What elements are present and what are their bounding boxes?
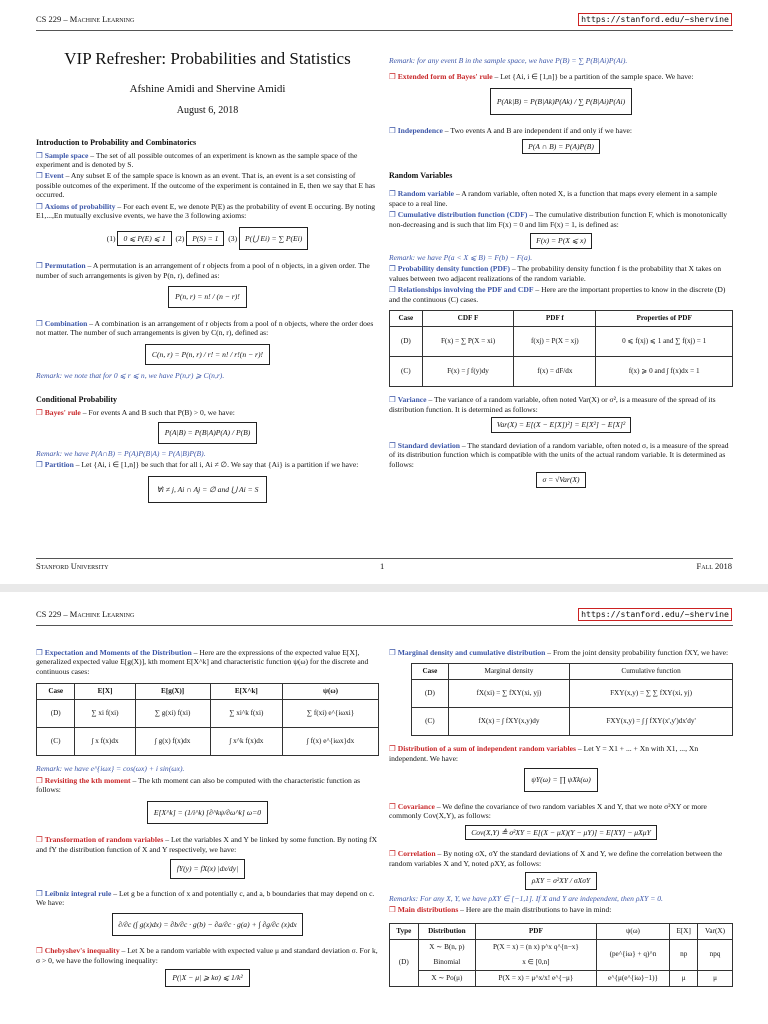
comb-formula: C(n, r) = P(n, r) / r! = n! / r!(n − r)!: [145, 344, 270, 365]
transformation-formula: fY(y) = fX(x) |dx/dy|: [170, 859, 245, 878]
para-independence: ❒ Independence – Two events A and B are independent if and only if we have:: [389, 126, 632, 136]
page1-left-column: [36, 48, 379, 509]
table2-header: E[g(X)]: [135, 684, 210, 700]
table-cell: X ∼ Po(μ): [418, 970, 476, 986]
axioms-formulas: (1) 0 ⩽ P(E) ⩽ 1 (2) P(S) = 1 (3) P(⋃ Ei) = ∑ P(Ei): [36, 227, 379, 250]
para-permutation: ❒ Permutation – A permutation is an arrangement of r objects from a pool of n objects, in a given order. The number of such arrangements is given by P(n, r), defined as:: [36, 261, 370, 280]
para-cdf: ❒ Cumulative distribution function (CDF) – The cumulative distribution function F, which is monotonically non-decreasing and is such that lim F(x) = 0 and lim F(x) = 1, is defined as:: [389, 210, 728, 229]
table-cell: Binomial: [418, 955, 476, 971]
table-row: [390, 970, 733, 986]
para-variance: ❒ Variance – The variance of a random variable, often noted Var(X) or σ², is a measure of the spread of its distribution function. It is determined as follows:: [389, 395, 716, 414]
para-revisiting: ❒ Revisiting the kth moment – The kth moment can also be computed with the characteristic function as follows:: [36, 775, 361, 795]
page-separator: [0, 584, 768, 592]
table2-header: E[X]: [75, 684, 135, 700]
page1-footer-rule: [36, 558, 733, 559]
indep-formula: P(A ∩ B) = P(A)P(B): [522, 139, 600, 154]
table-cell: ∫ x f(x)dx: [75, 728, 135, 756]
perm-formula: P(n, r) = n! / (n − r)!: [168, 286, 247, 307]
page1-header-rule: [36, 30, 733, 31]
table-cell: F(x) = ∑ P(X = xi): [422, 327, 514, 357]
cdf-formula: F(x) = P(X ⩽ x): [530, 233, 592, 248]
page2-header-rule: [36, 625, 733, 626]
para-axioms: ❒ Axioms of probability – For each event E, we denote P(E) as the probability of event E occuring. By noting E1,...,En mutually exclusive events, we have the 3 following axioms:: [36, 201, 376, 221]
table-cell: ∑ xi f(xi): [75, 700, 135, 728]
doc-title: VIP Refresher: Probabilities and Statistics: [64, 49, 351, 68]
para-rv: ❒ Random variable – A random variable, often noted X, is a function that maps every element in a sample space to a real line.: [389, 189, 718, 208]
table2-header: Case: [37, 684, 75, 700]
para-relationships: ❒ Relationships involving the PDF and CDF – Here are the important properties to know in the discrete (D) and the continuous (C) cases.: [389, 285, 726, 304]
para-covariance: ❒ Covariance – We define the covariance of two random variables X and Y, that we note σ²XY or more commonly Cov(X,Y), as follows:: [389, 801, 707, 821]
table-cell: (C): [37, 728, 75, 756]
para-bayes: ❒ Bayes' rule – For events A and B such that P(B) > 0, we have:: [36, 407, 235, 417]
table4-header: PDF: [476, 923, 596, 939]
para-transformation: ❒ Transformation of random variables – Let the variables X and Y be linked by some function. By noting fX and fY the distribution function of X and Y respectively, we have:: [36, 835, 378, 854]
page1-footer-left: Stanford University: [36, 561, 109, 571]
table-cell: ∑ xi^k f(xi): [210, 700, 283, 728]
page1-footer-page: 1: [380, 561, 385, 571]
table4-header: Distribution: [418, 923, 476, 939]
para-marginal: ❒ Marginal density and cumulative distribution – From the joint density probability function fXY, we have:: [389, 648, 729, 657]
table-cell: F(x) = ∫ f(y)dy: [422, 357, 514, 387]
table-cell: (D): [390, 939, 419, 986]
partition-formula: ∀i ≠ j, Ai ∩ Aj = ∅ and ⋃ Ai = S: [148, 476, 268, 503]
para-ext-bayes: ❒ Extended form of Bayes' rule – Let {Ai, i ∈ [1,n]} be a partition of the sample space. We have:: [389, 72, 694, 82]
table-cell: (D): [390, 327, 423, 357]
covariance-formula: Cov(X,Y) ≜ σ²XY = E[(X − μX)(Y − μY)] = E[XY] − μXμY: [465, 825, 657, 840]
comb-remark: Remark: we note that for 0 ⩽ r ⩽ n, we have P(n,r) ⩾ C(n,r).: [36, 371, 225, 381]
table-cell: ∫ x^k f(x)dx: [210, 728, 283, 756]
page2-header-title: CS 229 – Machine Learning: [36, 609, 135, 619]
table3-header: Marginal density: [448, 664, 569, 680]
std-formula: σ = √Var(X): [536, 472, 585, 487]
table-pdf-cdf: [389, 310, 733, 387]
table-cell: ∫ g(x) f(x)dx: [135, 728, 210, 756]
table3-header: Case: [412, 664, 449, 680]
table-cell: e^{μ(e^{iω}−1)}: [596, 970, 670, 986]
table-cell: FXY(x,y) = ∫ ∫ fXY(x',y')dx'dy': [570, 708, 733, 736]
table-expectation: [36, 683, 379, 756]
table-cell: FXY(x,y) = ∑ ∑ fXY(xi, yj): [570, 680, 733, 708]
table-cell: f(x) = dF/dx: [514, 357, 596, 387]
table-marginal: [411, 663, 733, 736]
table-row: [412, 708, 733, 736]
table1-header: Case: [390, 311, 423, 327]
table-cell: f(x) ⩾ 0 and ∫ f(x)dx = 1: [596, 357, 733, 387]
table-cell: (D): [37, 700, 75, 728]
table-cell: P(X = x) = (n x) p^x q^{n−x}: [476, 939, 596, 955]
section-intro: Introduction to Probability and Combinatorics: [36, 137, 197, 147]
doc-authors: Afshine Amidi and Shervine Amidi: [129, 83, 286, 96]
table-row: [37, 728, 379, 756]
bayes-formula: P(A|B) = P(B|A)P(A) / P(B): [158, 422, 258, 443]
para-std: ❒ Standard deviation – The standard deviation of a random variable, often noted σ, is a measure of the spread of its distribution function which is compatible with the units of the actual random variable. It is determined as follows:: [389, 440, 729, 469]
table-cell: fX(x) = ∫ fXY(x,y)dy: [448, 708, 569, 736]
section-conditional: Conditional Probability: [36, 394, 117, 404]
leibniz-formula: ∂/∂c (∫ g(x)dx) = ∂b/∂c · g(b) − ∂a/∂c · g(a) + ∫ ∂g/∂c (x)dx: [112, 913, 303, 936]
partition-remark: Remark: for any event B in the sample space, we have P(B) = ∑ P(B|Ai)P(Ai).: [389, 56, 628, 65]
table4-header: ψ(ω): [596, 923, 670, 939]
page1-header-title: CS 229 – Machine Learning: [36, 14, 135, 24]
correlation-formula: ρXY = σ²XY / σXσY: [525, 872, 598, 889]
para-main-dist: ❒ Main distributions – Here are the main distributions to have in mind:: [389, 905, 612, 915]
page1-footer-right: Fall 2018: [696, 561, 732, 571]
table-cell: X ∼ B(n, p): [418, 939, 476, 955]
doc-date: August 6, 2018: [176, 105, 239, 116]
chebyshev-formula: P(|X − μ| ⩾ kσ) ⩽ 1/k²: [165, 969, 249, 986]
table-cell: μ: [670, 970, 698, 986]
table-cell: 0 ⩽ f(xj) ⩽ 1 and ∑ f(xj) = 1: [596, 327, 733, 357]
table-distributions: [389, 923, 733, 987]
page1-header-url[interactable]: https://stanford.edu/~shervine: [578, 13, 732, 26]
table-cell: fX(xi) = ∑ fXY(xi, yj): [448, 680, 569, 708]
axiom-2: P(S) = 1: [186, 231, 224, 246]
table4-header: E[X]: [670, 923, 698, 939]
table-cell: f(xj) = P(X = xj): [514, 327, 596, 357]
table-row: [390, 357, 733, 387]
ext-bayes-formula: P(Ak|B) = P(B|Ak)P(Ak) / ∑ P(B|Ai)P(Ai): [490, 88, 632, 115]
table-cell: x ∈ [0,n]: [476, 955, 596, 971]
table-cell: npq: [698, 939, 733, 970]
table1-header: PDF f: [514, 311, 596, 327]
table1-header: CDF F: [422, 311, 514, 327]
para-pdf: ❒ Probability density function (PDF) – The probability density function f is the probability that X takes on values between two adjacent realizations of the random variable.: [389, 264, 721, 283]
table-cell: μ: [698, 970, 733, 986]
table-row: [390, 327, 733, 357]
page1-right-column: [389, 56, 733, 491]
correlation-remark: Remarks: For any X, Y, we have ρXY ∈ [−1,1]. If X and Y are independent, then ρXY = 0.: [389, 893, 663, 903]
para-expectation: ❒ Expectation and Moments of the Distribution – Here are the expressions of the expected value E[X], generalized expected value E[g(X)], kth moment E[X^k] and characteristic function ψ(ω) for the discrete and continuous cases:: [36, 648, 369, 676]
table1-header: Properties of PDF: [596, 311, 733, 327]
table3-header: Cumulative function: [570, 664, 733, 680]
para-leibniz: ❒ Leibniz integral rule – Let g be a function of x and potentially c, and a, b boundaries that may depend on c. We have:: [36, 888, 375, 908]
para-dist-sum: ❒ Distribution of a sum of independent random variables – Let Y = X1 + ... + Xn with X1, ..., Xn independent. We have:: [389, 744, 699, 763]
table-row: [412, 680, 733, 708]
para-correlation: ❒ Correlation – By noting σX, σY the standard deviations of X and Y, we define the correlation between the random variables X and Y, noted ρXY, as follows:: [389, 849, 723, 868]
page2-left-column: [36, 648, 379, 991]
section-rv: Random Variables: [389, 171, 453, 181]
table4-header: Var(X): [698, 923, 733, 939]
para-partition: ❒ Partition – Let {Ai, i ∈ [1,n]} be such that for all i, Ai ≠ ∅. We say that {Ai} is a partition if we have:: [36, 460, 359, 470]
table2-header: ψ(ω): [283, 684, 379, 700]
page2-header-url[interactable]: https://stanford.edu/~shervine: [578, 608, 732, 621]
table-cell: (C): [390, 357, 423, 387]
table-row: [37, 700, 379, 728]
table-row: [390, 939, 733, 955]
dist-sum-formula: ψY(ω) = ∏ ψXk(ω): [524, 768, 598, 791]
page2-right-column: [389, 648, 733, 987]
bayes-remark: Remark: we have P(A∩B) = P(A)P(B|A) = P(A|B)P(B).: [36, 448, 206, 458]
table-cell: (D): [412, 680, 449, 708]
para-sample-space: ❒ Sample space – The set of all possible outcomes of an experiment is known as the sample space of the experiment and is denoted by S.: [36, 150, 358, 169]
table-cell: (C): [412, 708, 449, 736]
table-cell: ∑ g(xi) f(xi): [135, 700, 210, 728]
exp-remark: Remark: we have e^{iωx} = cos(ωx) + i sin(ωx).: [36, 764, 185, 774]
revisiting-formula: E[X^k] = (1/i^k) [∂^kψ/∂ω^k] ω=0: [147, 801, 268, 824]
axiom-1: 0 ⩽ P(E) ⩽ 1: [117, 231, 171, 246]
table-cell: np: [670, 939, 698, 970]
table2-header: E[X^k]: [210, 684, 283, 700]
table-cell: (pe^{iω} + q)^n: [596, 939, 670, 970]
table-cell: ∑ f(xi) e^{iωxi}: [283, 700, 379, 728]
para-combination: ❒ Combination – A combination is an arrangement of r objects from a pool of n objects, where the order does not matter. The number of such arrangements is given by C(n, r), defined as:: [36, 318, 374, 338]
axiom-3: P(⋃ Ei) = ∑ P(Ei): [239, 227, 308, 250]
para-chebyshev: ❒ Chebyshev's inequality – Let X be a random variable with expected value μ and standard deviation σ. For k, σ > 0, we have the following inequality:: [36, 946, 378, 965]
cdf-remark: Remark: we have P(a < X ⩽ B) = F(b) − F(a).: [389, 252, 533, 262]
table4-header: Type: [390, 923, 419, 939]
table-cell: ∫ f(x) e^{iωx}dx: [283, 728, 379, 756]
table-cell: P(X = x) = μ^x/x! e^{−μ}: [476, 970, 596, 986]
variance-formula: Var(X) = E[(X − E[X])²] = E[X²] − E[X]²: [491, 417, 632, 432]
para-event: ❒ Event – Any subset E of the sample space is known as an event. That is, an event is a set consisting of possible outcomes of the experiment. If the outcome of the experiment is contained in E, then we say that E has occurred.: [36, 171, 376, 200]
